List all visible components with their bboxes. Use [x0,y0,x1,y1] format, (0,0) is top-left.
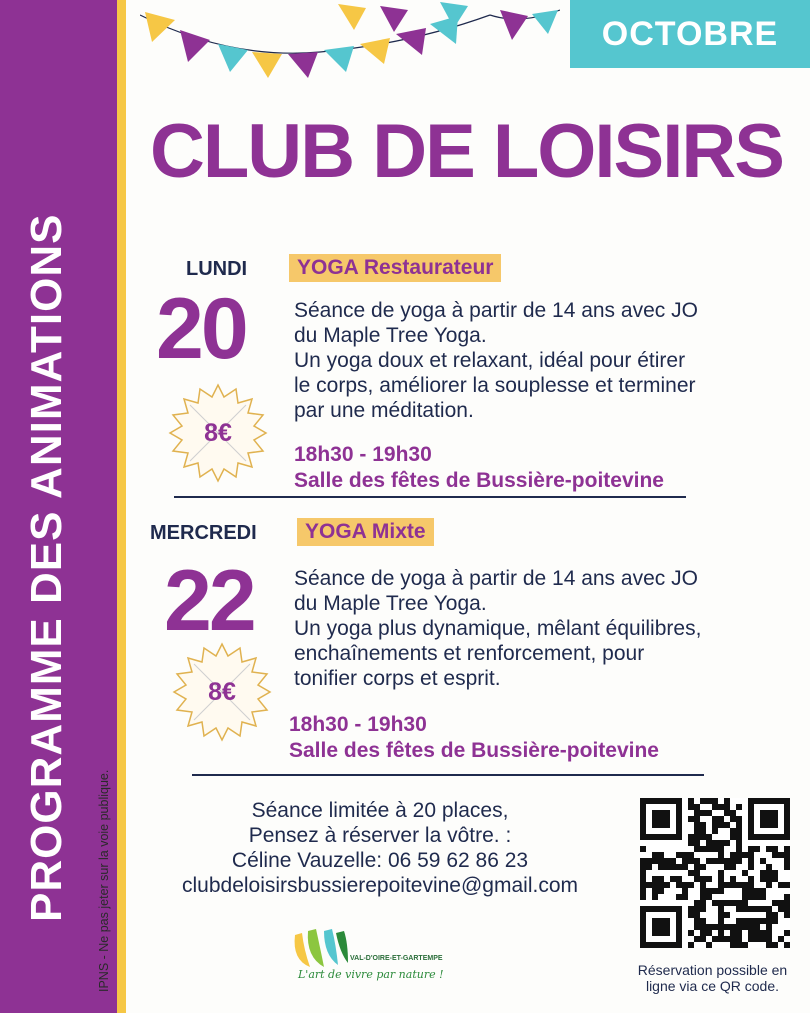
description-line: par une méditation. [294,399,474,422]
contact-line: Séance limitée à 20 places, [251,799,509,822]
price-badge [168,383,268,483]
description-line: Séance de yoga à partir de 14 ans avec JO [294,567,698,590]
event-day-number: 20 [156,281,246,377]
description-line: le corps, améliorer la souplesse et terminer [294,374,696,397]
event-day-name: LUNDI [186,258,248,280]
description-line: du Maple Tree Yoga. [294,324,487,347]
ipns-notice: IPNS - Ne pas jeter sur la voie publique. [97,769,111,992]
event-tag: YOGA Mixte [297,518,434,546]
divider [192,774,704,776]
event-time: 18h30 - 19h30 [294,443,432,466]
divider [174,496,686,498]
event-place: Salle des fêtes de Bussière-poitevine [294,469,664,492]
qr-caption-line: ligne via ce QR code. [645,978,780,994]
description-line: Un yoga doux et relaxant, idéal pour étirer [294,349,686,372]
event-day-number: 22 [164,553,254,649]
description-line: Un yoga plus dynamique, mêlant équilibres, [294,617,702,640]
month-badge: OCTOBRE [570,0,810,68]
programme-title: PROGRAMME DES ANIMATIONS [22,213,71,922]
contact-phone: Céline Vauzelle: 06 59 62 86 23 [231,849,529,872]
event-time: 18h30 - 19h30 [289,713,427,736]
qr-caption [620,962,805,994]
event-description [294,566,810,691]
event-description [294,298,810,423]
contact-info [140,798,620,898]
price-value: 8€ [208,677,236,706]
event-day-name: MERCREDI [150,522,257,544]
event-tag: YOGA Restaurateur [289,254,501,282]
price-badge [172,642,272,742]
contact-email[interactable]: clubdeloisirsbussierepoitevine@gmail.com [182,874,578,897]
club-title: CLUB DE LOISIRS [150,109,783,194]
logo-name: VAL-D'OIRE-ET-GARTEMPE [350,955,443,962]
event-place: Salle des fêtes de Bussière-poitevine [289,739,659,762]
sidebar-yellow-edge [117,0,126,1013]
description-line: enchaînements et renforcement, pour [294,642,645,665]
description-line: tonifier corps et esprit. [294,667,501,690]
qr-caption-line: Réservation possible en [637,962,788,978]
price-value: 8€ [204,418,232,447]
description-line: Séance de yoga à partir de 14 ans avec JO [294,299,698,322]
description-line: du Maple Tree Yoga. [294,592,487,615]
qr-code-icon[interactable] [640,798,790,948]
contact-line: Pensez à réserver la vôtre. : [248,824,512,847]
bunting-garland-icon [140,0,560,100]
logo-tagline: L'art de vivre par nature ! [298,968,444,981]
